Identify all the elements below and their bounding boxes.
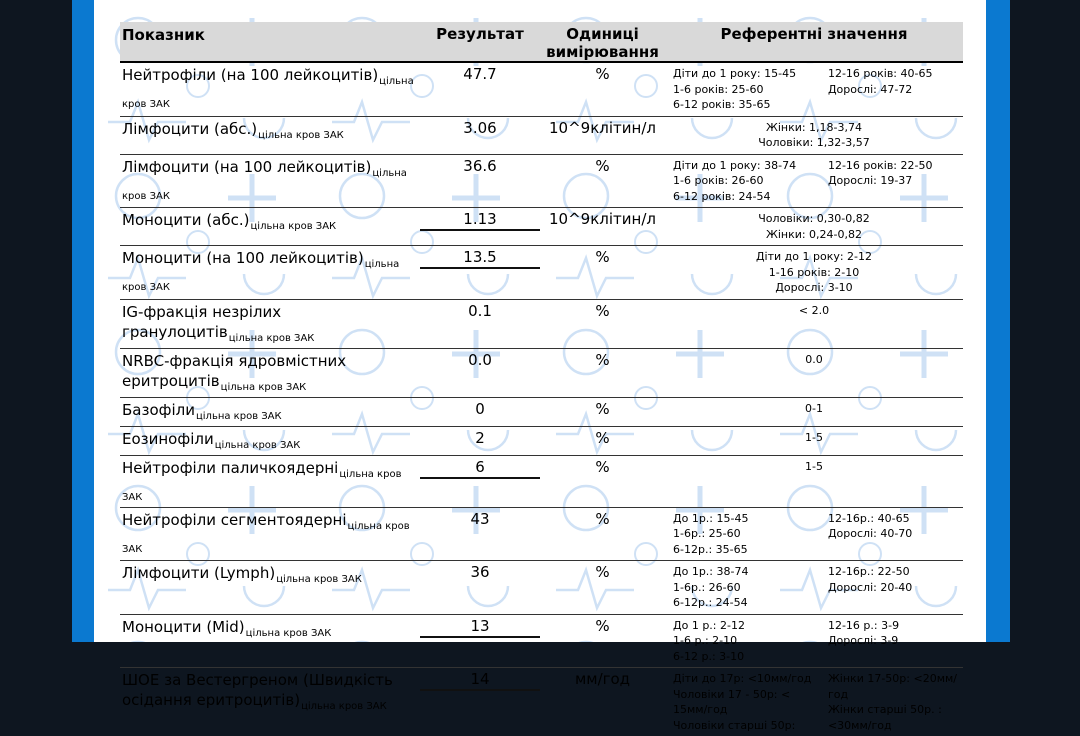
reference-cell: [665, 248, 963, 296]
reference-value: Чоловіки: 0,30-0,82: [758, 212, 870, 225]
reference-value: 12-16 років: 40-65: [827, 67, 933, 80]
reference-cell: [665, 617, 963, 665]
units-cell: %: [595, 509, 610, 528]
units-cell: 10^9клітин/л: [549, 118, 656, 137]
reference-value: Дорослі: 47-72: [827, 82, 913, 96]
result-value: 3.06: [463, 118, 497, 137]
result-value: 1.13: [420, 210, 540, 231]
reference-cell: [665, 458, 963, 504]
result-cell: [420, 210, 540, 242]
indicator-name: Моноцити (Mid): [122, 617, 245, 636]
reference-value: <30мм/год: [827, 718, 892, 732]
result-cell: [420, 302, 540, 345]
result-cell: [420, 458, 540, 504]
result-value: 13.5: [420, 248, 540, 269]
reference-cell: [665, 302, 963, 345]
reference-lines: [665, 564, 820, 611]
result-cell: [420, 248, 540, 296]
reference-value: 12-16 р.: 3-9: [827, 618, 900, 632]
indicator-cell: [120, 563, 420, 611]
indicator-specimen-subscript: цільна кров ЗАК: [228, 332, 315, 344]
indicator-name: Лімфоцити (на 100 лейкоцитів): [122, 157, 372, 176]
result-value: 43: [470, 509, 490, 528]
reference-value: Чоловіки 17 - 50р: <: [673, 687, 791, 701]
units-cell: %: [595, 457, 610, 476]
indicator-specimen-subscript: цільна кров ЗАК: [245, 627, 332, 639]
reference-cell: [665, 563, 963, 611]
table-row: [120, 397, 963, 426]
reference-lines: [820, 511, 963, 558]
indicator-cell: [120, 210, 420, 242]
units-cell: %: [595, 248, 610, 266]
units-cell: мм/год: [574, 670, 631, 688]
table-row: [120, 614, 963, 668]
reference-cell: [665, 210, 963, 242]
reference-value: Діти до 1 року: 2-12: [755, 250, 873, 263]
units-cell: %: [595, 65, 610, 83]
indicator-specimen-subscript: цільна кров ЗАК: [301, 701, 387, 712]
reference-value: Чоловіки: 1,32-3,57: [758, 136, 870, 149]
units-cell: %: [595, 399, 610, 418]
units-cell: %: [595, 428, 610, 447]
reference-lines: [665, 158, 820, 205]
table-row: [120, 507, 963, 561]
lab-report-document: [94, 0, 986, 732]
result-cell: [420, 563, 540, 611]
reference-value: 1-5: [805, 430, 823, 444]
column-header-indicator: Показник: [122, 26, 205, 44]
table-row: [120, 154, 963, 208]
result-value: 6: [420, 458, 540, 479]
result-cell: [420, 65, 540, 113]
reference-value: Чоловіки старші 50р:: [673, 718, 796, 732]
table-row: [120, 455, 963, 507]
indicator-specimen-subscript: цільна кров ЗАК: [220, 381, 307, 393]
reference-lines: [665, 352, 963, 368]
reference-lines: [820, 158, 963, 205]
indicator-name: Моноцити (на 100 лейкоцитів): [122, 249, 364, 267]
indicator-cell: [120, 458, 420, 504]
reference-lines: [665, 401, 963, 417]
result-value: 14: [420, 670, 540, 691]
reference-value: 1-6р.: 26-60: [673, 580, 741, 594]
reference-value: 12-16 років: 22-50: [827, 158, 933, 172]
indicator-cell: [120, 670, 420, 733]
table-row: [120, 667, 963, 736]
table-row: [120, 348, 963, 397]
reference-lines: [665, 66, 820, 113]
reference-cell: [665, 65, 963, 113]
indicator-specimen-subscript: цільна кров ЗАК: [122, 468, 402, 503]
indicator-cell: [120, 429, 420, 452]
indicator-name: NRBC-фракція ядровмістних еритроцитів: [122, 351, 347, 390]
indicator-name: Нейтрофіли (на 100 лейкоцитів): [122, 66, 379, 84]
reference-value: 6-12 років: 24-54: [673, 189, 771, 203]
table-body: [120, 63, 963, 736]
reference-value: До 1р.: 38-74: [673, 565, 749, 578]
table-row: [120, 299, 963, 348]
indicator-name: ШОЕ за Вестергреном (Швидкість осідання еритроцитів): [122, 671, 393, 709]
reference-value: 0.0: [805, 352, 823, 366]
reference-value: Дорослі: 40-70: [827, 527, 913, 540]
reference-cell: [665, 400, 963, 423]
indicator-cell: [120, 157, 420, 205]
table-row: [120, 560, 963, 614]
units-cell: %: [595, 156, 610, 175]
indicator-specimen-subscript: цільна кров ЗАК: [214, 439, 301, 451]
reference-value: 12-16р.: 40-65: [827, 511, 910, 525]
table-row: [120, 116, 963, 154]
result-value: 0: [475, 399, 485, 418]
reference-value: Дорослі: 3-10: [775, 281, 853, 294]
reference-value: 12-16р.: 22-50: [827, 565, 910, 578]
result-cell: [420, 400, 540, 423]
indicator-cell: [120, 617, 420, 665]
indicator-name: Базофіли: [122, 400, 195, 419]
indicator-specimen-subscript: цільна кров ЗАК: [276, 574, 362, 585]
table-row: [120, 245, 963, 299]
result-cell: [420, 351, 540, 394]
result-cell: [420, 617, 540, 665]
indicator-specimen-subscript: цільна кров ЗАК: [195, 410, 282, 422]
units-cell: %: [595, 563, 610, 581]
reference-value: 6-12р.: 24-54: [673, 596, 748, 609]
result-cell: [420, 510, 540, 558]
indicator-specimen-subscript: цільна кров ЗАК: [250, 221, 337, 232]
indicator-cell: [120, 400, 420, 423]
reference-value: Жінки: 1,18-3,74: [765, 120, 863, 134]
reference-lines: [665, 249, 963, 296]
indicator-specimen-subscript: цільна кров ЗАК: [122, 520, 410, 555]
units-cell: %: [595, 350, 610, 369]
table-header-row: [120, 22, 963, 63]
result-value: 0.1: [468, 301, 492, 320]
reference-value: Діти до 17р: <10мм/год: [673, 672, 812, 685]
indicator-name: Лімфоцити (Lymph): [122, 564, 276, 582]
reference-value: Дорослі: 19-37: [827, 174, 913, 187]
indicator-cell: [120, 248, 420, 296]
reference-value: До 1р.: 15-45: [673, 511, 749, 525]
reference-value: 6-12 р.: 3-10: [673, 649, 745, 663]
reference-cell: [665, 510, 963, 558]
indicator-specimen-subscript: цільна кров ЗАК: [122, 259, 400, 293]
reference-value: 6-12р.: 35-65: [673, 542, 748, 556]
table-row: [120, 63, 963, 116]
reference-value: Дорослі: 20-40: [827, 580, 913, 594]
reference-value: 1-6р.: 25-60: [673, 527, 741, 540]
reference-cell: [665, 429, 963, 452]
indicator-name: Еозинофіли: [122, 429, 214, 448]
result-value: 2: [475, 428, 485, 447]
reference-cell: [665, 351, 963, 394]
indicator-cell: [120, 302, 420, 345]
reference-lines: [665, 303, 963, 319]
reference-lines: [665, 120, 963, 151]
reference-cell: [665, 670, 963, 733]
reference-value: Жінки 17-50р: <20мм/: [827, 672, 958, 685]
result-cell: [420, 429, 540, 452]
table-row: [120, 207, 963, 245]
reference-value: 1-6 років: 26-60: [673, 174, 764, 187]
reference-lines: [665, 459, 963, 475]
reference-lines: [665, 211, 963, 242]
reference-value: Жінки: 0,24-0,82: [765, 227, 863, 241]
indicator-specimen-subscript: цільна кров ЗАК: [122, 76, 414, 110]
reference-lines: [820, 564, 963, 611]
indicator-specimen-subscript: цільна кров ЗАК: [258, 129, 344, 141]
reference-cell: [665, 157, 963, 205]
reference-value: 0-1: [805, 401, 823, 415]
reference-cell: [665, 119, 963, 151]
reference-value: Дорослі: 3-9: [827, 634, 899, 647]
indicator-cell: [120, 119, 420, 151]
reference-value: 6-12 років: 35-65: [673, 98, 771, 111]
reference-value: год: [827, 687, 849, 701]
reference-value: 1-6 років: 25-60: [673, 82, 764, 96]
reference-value: Жінки старші 50р. :: [827, 703, 942, 716]
indicator-cell: [120, 351, 420, 394]
result-cell: [420, 670, 540, 733]
column-header-units: Одиниці вимірювання: [546, 25, 659, 61]
reference-value: 15мм/год: [673, 703, 728, 716]
result-value: 36: [470, 563, 490, 581]
reference-value: 1-5: [805, 459, 823, 473]
result-cell: [420, 119, 540, 151]
indicator-name: Лімфоцити (абс.): [122, 119, 258, 138]
reference-lines: [665, 618, 820, 665]
reference-value: Діти до 1 року: 38-74: [673, 158, 797, 172]
indicator-name: Моноцити (абс.): [122, 211, 250, 229]
reference-value: До 1 р.: 2-12: [673, 618, 745, 632]
indicator-specimen-subscript: цільна кров ЗАК: [122, 167, 407, 202]
indicator-cell: [120, 510, 420, 558]
reference-value: Діти до 1 року: 15-45: [673, 67, 797, 80]
right-accent-stripe: [986, 0, 1010, 642]
left-accent-stripe: [72, 0, 94, 642]
indicator-name: Нейтрофіли паличкоядерні: [122, 458, 339, 477]
reference-lines: [665, 430, 963, 446]
reference-lines: [665, 671, 820, 733]
reference-value: < 2.0: [798, 303, 830, 317]
table-row: [120, 426, 963, 455]
column-header-result: Результат: [436, 25, 524, 43]
reference-value: 1-6 р.: 2-10: [673, 634, 738, 647]
indicator-cell: [120, 65, 420, 113]
result-value: 36.6: [463, 156, 497, 175]
result-value: 0.0: [468, 350, 492, 369]
units-cell: %: [595, 616, 610, 635]
units-cell: %: [595, 301, 610, 320]
results-table: [120, 22, 963, 736]
result-value: 47.7: [463, 65, 497, 83]
reference-lines: [820, 618, 963, 665]
indicator-name: IG-фракція незрілих гранулоцитів: [122, 302, 282, 341]
units-cell: 10^9клітин/л: [549, 210, 656, 228]
result-cell: [420, 157, 540, 205]
indicator-name: Нейтрофіли сегментоядерні: [122, 510, 347, 529]
reference-lines: [665, 511, 820, 558]
reference-lines: [820, 671, 963, 733]
column-header-reference: Референтні значення: [720, 25, 908, 43]
result-value: 13: [420, 617, 540, 638]
reference-value: 1-16 років: 2-10: [768, 265, 860, 279]
reference-lines: [820, 66, 963, 113]
